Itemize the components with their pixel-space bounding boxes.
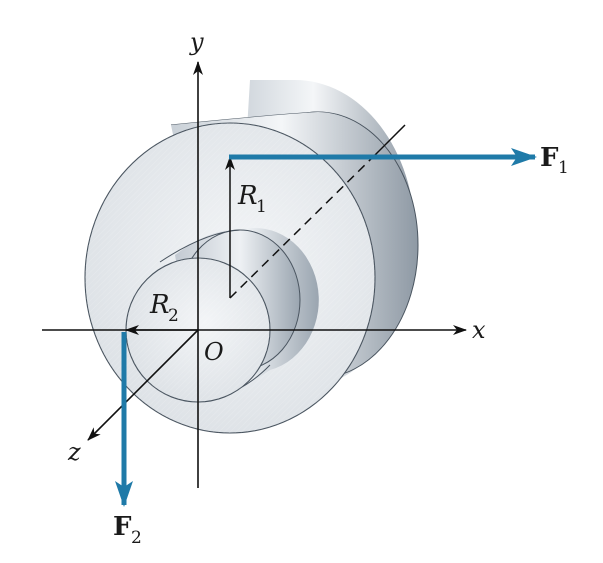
f2-label — [113, 512, 142, 548]
r2-label-main: R — [150, 290, 170, 320]
f1-label — [540, 143, 569, 178]
f2-label-sub: 2 — [131, 528, 142, 548]
f1-label-sub: 1 — [558, 158, 569, 178]
r1-label-main: R — [238, 181, 258, 211]
f2-label-main: F — [113, 512, 132, 542]
x-axis-label: x — [472, 316, 486, 344]
y-axis-label: y — [190, 28, 204, 56]
origin-label: O — [204, 338, 224, 366]
z-axis-label: z — [68, 438, 81, 466]
r1-label-sub: 1 — [256, 197, 267, 217]
r2-label-sub: 2 — [168, 306, 179, 326]
f1-label-main: F — [540, 143, 559, 173]
